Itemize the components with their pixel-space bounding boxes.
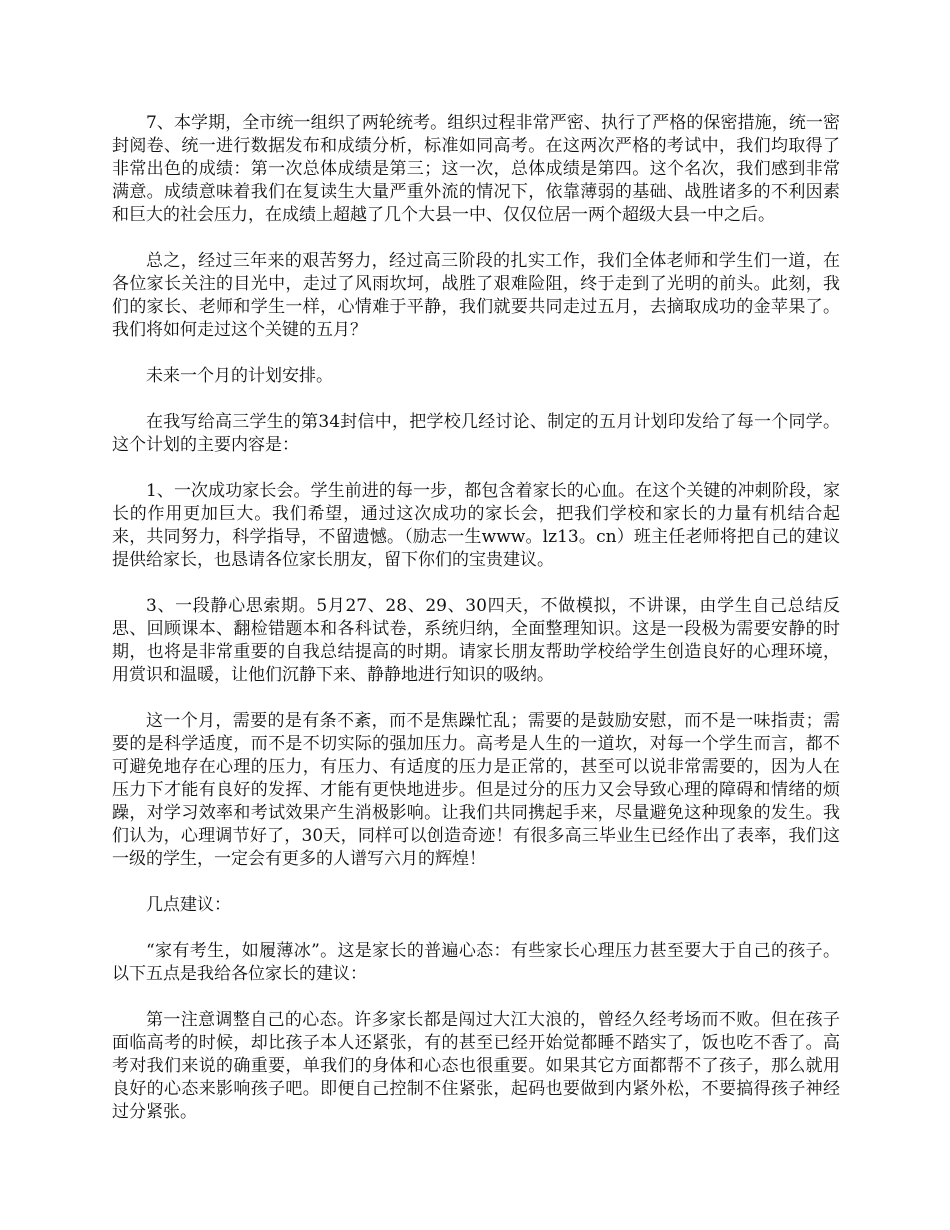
paragraph-exam-results: 7、本学期，全市统一组织了两轮统考。组织过程非常严密、执行了严格的保密措施，统一密封阅卷、统一进行数据发布和成绩分析，标准如同高考。在这两次严格的考试中，我们均取得了非常出色的成绩：第一次总体成绩是第三；这一次，总体成绩是第四。这个名次，我们感到非常满意。成绩意味着我们在复读生大量严重外流的情况下，依靠薄弱的基础、战胜诸多的不利因素和巨大的社会压力，在成绩上超越了几个大县一中、仅仅位居一两个超级大县一中之后。	[112, 113, 840, 225]
paragraph-parent-meeting: 1、一次成功家长会。学生前进的每一步，都包含着家长的心血。在这个关键的冲刺阶段，家长的作用更加巨大。我们希望，通过这次成功的家长会，把我们学校和家长的力量有机结合起来，共同努力，科学指导，不留遗憾。（励志一生www。lz13。cn）班主任老师将把自己的建议提供给家长，也恳请各位家长朋友，留下你们的宝贵建议。	[112, 481, 840, 570]
paragraph-reflection-period: 3、一段静心思索期。5月27、28、29、30四天，不做模拟，不讲课，由学生自己总结反思、回顾课本、翻检错题本和各科试卷，系统归纳，全面整理知识。这是一段极为需要安静的时期，也将是非常重要的自我总结提高的时期。请家长朋友帮助学校给学生创造良好的心理环境，用赏识和温暖，让他们沉静下来、静静地进行知识的吸纳。	[112, 596, 840, 685]
paragraph-letter-34: 在我写给高三学生的第34封信中，把学校几经讨论、制定的五月计划印发给了每一个同学。这个计划的主要内容是：	[112, 412, 840, 455]
paragraph-this-month: 这一个月，需要的是有条不紊，而不是焦躁忙乱；需要的是鼓励安慰，而不是一味指责；需要的是科学适度，而不是不切实际的强加压力。高考是人生的一道坎，对每一个学生而言，都不可避免地存在心理的压力，有压力、有适度的压力是正常的，甚至可以说非常需要的，因为人在压力下才能有良好的发挥、才能有更快地进步。但是过分的压力又会导致心理的障碍和情绪的烦躁，对学习效率和考试效果产生消极影响。让我们共同携起手来，尽量避免这种现象的发生。我们认为，心理调节好了，30天，同样可以创造奇迹！有很多高三毕业生已经作出了表率，我们这一级的学生，一定会有更多的人谱写六月的辉煌！	[112, 711, 840, 869]
paragraph-suggestions-heading: 几点建议：	[146, 895, 231, 915]
paragraph-first-suggestion: 第一注意调整自己的心态。许多家长都是闯过大江大浪的，曾经久经考场而不败。但在孩子面临高考的时候，却比孩子本人还紧张，有的甚至已经开始觉都睡不踏实了，饭也吃不香了。高考对我们来说的确重要，单我们的身体和心态也很重要。如果其它方面都帮不了孩子，那么就用良好的心态来影响孩子吧。即便自己控制不住紧张，起码也要做到内紧外松，不要搞得孩子神经过分紧张。	[112, 1010, 840, 1122]
document-body	[112, 112, 840, 1124]
paragraph-parents-mindset: “家有考生，如履薄冰”。这是家长的普遍心态：有些家长心理压力甚至要大于自己的孩子。以下五点是我给各位家长的建议：	[112, 941, 840, 984]
paragraph-summary: 总之，经过三年来的艰苦努力，经过高三阶段的扎实工作，我们全体老师和学生们一道，在各位家长关注的目光中，走过了风雨坎坷，战胜了艰难险阻，终于走到了光明的前头。此刻，我们的家长、老师和学生一样，心情难于平静，我们就要共同走过五月，去摘取成功的金苹果了。我们将如何走过这个关键的五月？	[112, 251, 840, 340]
paragraph-plan-heading: 未来一个月的计划安排。	[146, 366, 333, 386]
